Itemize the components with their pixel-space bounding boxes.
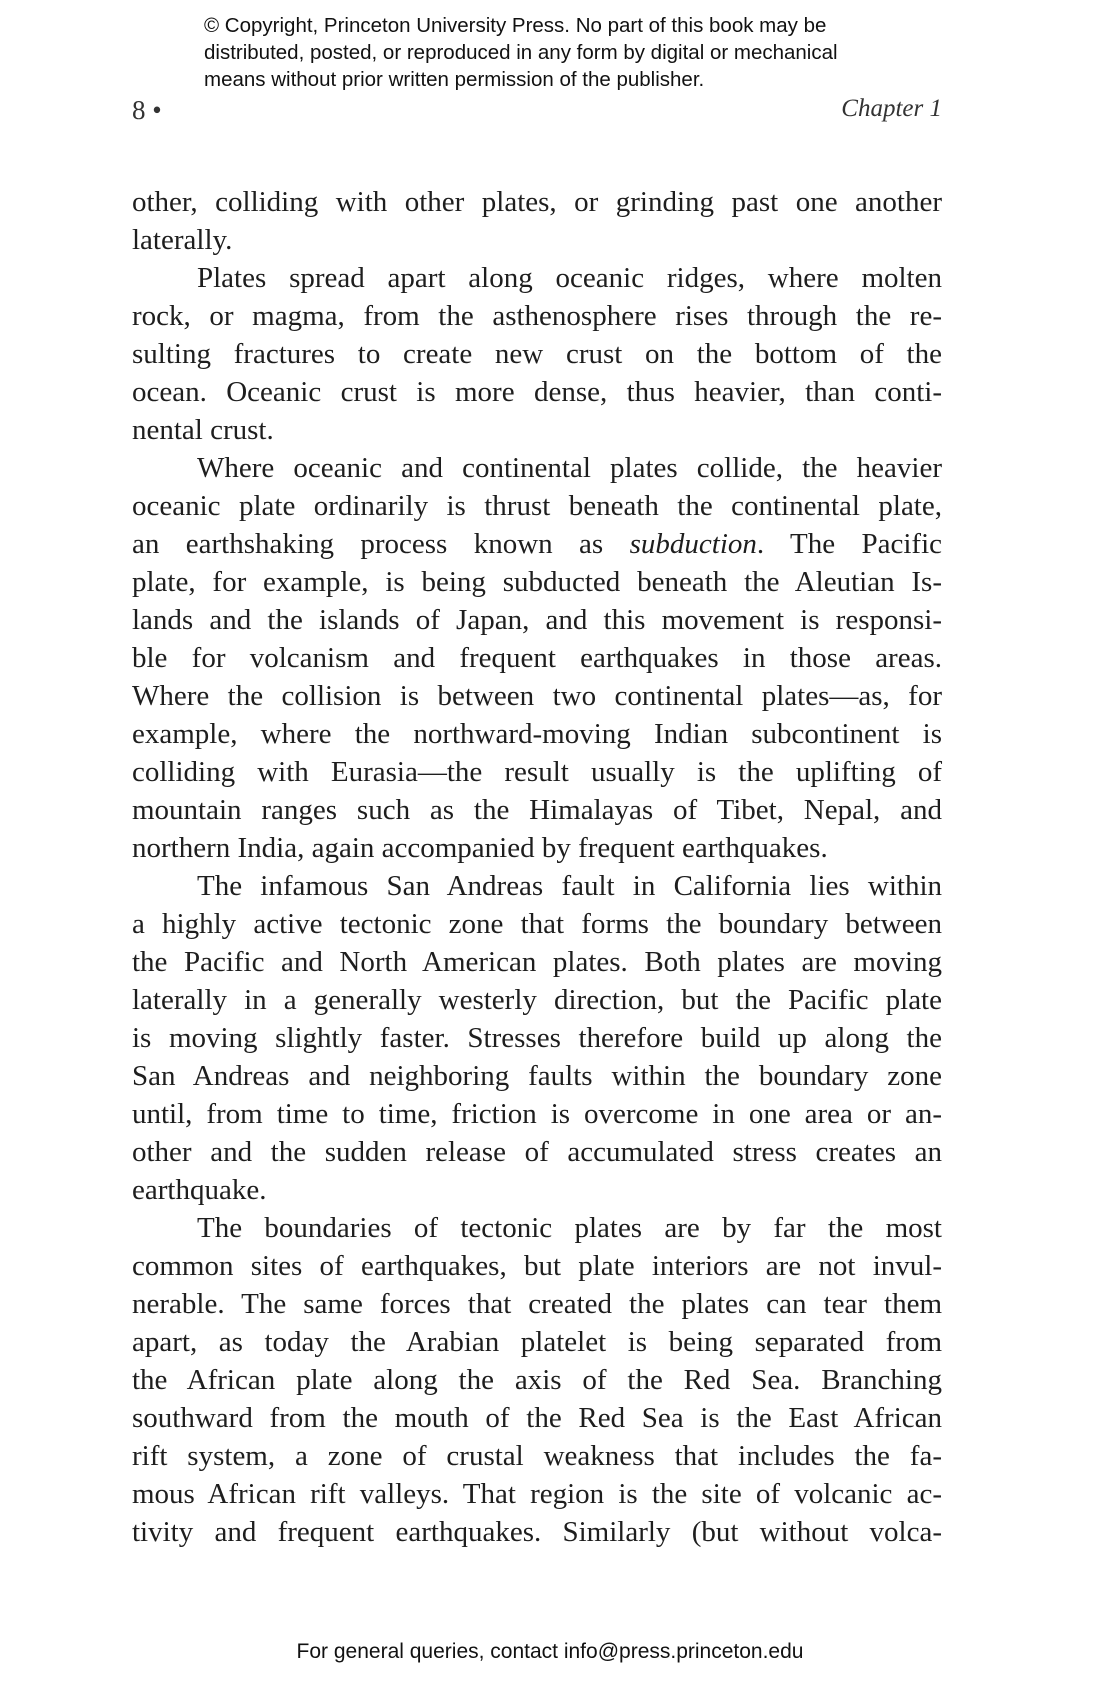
- copyright-line: distributed, posted, or reproduced in any form by digital or mechanical: [204, 41, 838, 64]
- text-line: nerable. The same forces that created the plates can tear them: [132, 1288, 942, 1320]
- page-number: 8 •: [132, 95, 162, 125]
- text-line: apart, as today the Arabian platelet is being separated from: [132, 1326, 942, 1358]
- text-line: the Pacific and North American plates. Both plates are moving: [132, 946, 942, 978]
- text-line: nental crust.: [132, 414, 274, 446]
- text-line: laterally.: [132, 224, 233, 256]
- text-fragment: . The Pacific: [756, 528, 943, 560]
- text-line: until, from time to time, friction is overcome in one area or an-: [132, 1098, 942, 1130]
- text-line: a highly active tectonic zone that forms the boundary between: [132, 908, 942, 940]
- copyright-line: © Copyright, Princeton University Press. No part of this book may be: [204, 14, 827, 37]
- text-line: example, where the northward-moving Indian subcontinent is: [132, 718, 942, 750]
- text-line: laterally in a generally westerly direction, but the Pacific plate: [132, 984, 942, 1016]
- copyright-notice: [204, 12, 964, 93]
- text-line: common sites of earthquakes, but plate interiors are not invul-: [132, 1250, 942, 1282]
- text-line: ble for volcanism and frequent earthquakes in those areas.: [132, 642, 942, 674]
- text-line: San Andreas and neighboring faults within the boundary zone: [132, 1060, 942, 1092]
- text-line: rock, or magma, from the asthenosphere rises through the re-: [132, 300, 942, 332]
- text-line: colliding with Eurasia—the result usually is the uplifting of: [132, 756, 942, 788]
- text-line: tivity and frequent earthquakes. Similarly (but without volca-: [132, 1516, 942, 1548]
- text-line: oceanic plate ordinarily is thrust beneath the continental plate,: [132, 490, 942, 522]
- body-text: [132, 183, 942, 1551]
- text-line-with-emphasis: [132, 525, 942, 563]
- text-line: Plates spread apart along oceanic ridges, where molten: [197, 262, 942, 294]
- text-line: earthquake.: [132, 1174, 267, 1206]
- text-line: other and the sudden release of accumulated stress creates an: [132, 1136, 942, 1168]
- text-line: The infamous San Andreas fault in California lies within: [197, 870, 942, 902]
- text-line: lands and the islands of Japan, and this movement is responsi-: [132, 604, 942, 636]
- text-line: Where oceanic and continental plates collide, the heavier: [197, 452, 942, 484]
- text-line: sulting fractures to create new crust on the bottom of the: [132, 338, 942, 370]
- text-line: northern India, again accompanied by frequent earthquakes.: [132, 832, 828, 864]
- text-line: plate, for example, is being subducted beneath the Aleutian Is-: [132, 566, 942, 598]
- text-line: ocean. Oceanic crust is more dense, thus heavier, than conti-: [132, 376, 942, 408]
- text-line: mous African rift valleys. That region is the site of volcanic ac-: [132, 1478, 942, 1510]
- text-line: other, colliding with other plates, or grinding past one another: [132, 186, 942, 218]
- chapter-label: Chapter 1: [841, 95, 942, 122]
- emphasized-term: subduction: [629, 528, 757, 560]
- text-line: the African plate along the axis of the Red Sea. Branching: [132, 1364, 942, 1396]
- text-line: mountain ranges such as the Himalayas of Tibet, Nepal, and: [132, 794, 942, 826]
- text-fragment: an earthshaking process known as: [132, 528, 604, 560]
- text-line: southward from the mouth of the Red Sea is the East African: [132, 1402, 942, 1434]
- text-line: is moving slightly faster. Stresses therefore build up along the: [132, 1022, 942, 1054]
- text-line: rift system, a zone of crustal weakness that includes the fa-: [132, 1440, 942, 1472]
- text-line: Where the collision is between two continental plates—as, for: [132, 680, 942, 712]
- text-line: The boundaries of tectonic plates are by far the most: [197, 1212, 942, 1244]
- running-head: [132, 95, 942, 131]
- copyright-line: means without prior written permission of the publisher.: [204, 68, 705, 91]
- footer-contact: For general queries, contact info@press.princeton.edu: [296, 1640, 804, 1663]
